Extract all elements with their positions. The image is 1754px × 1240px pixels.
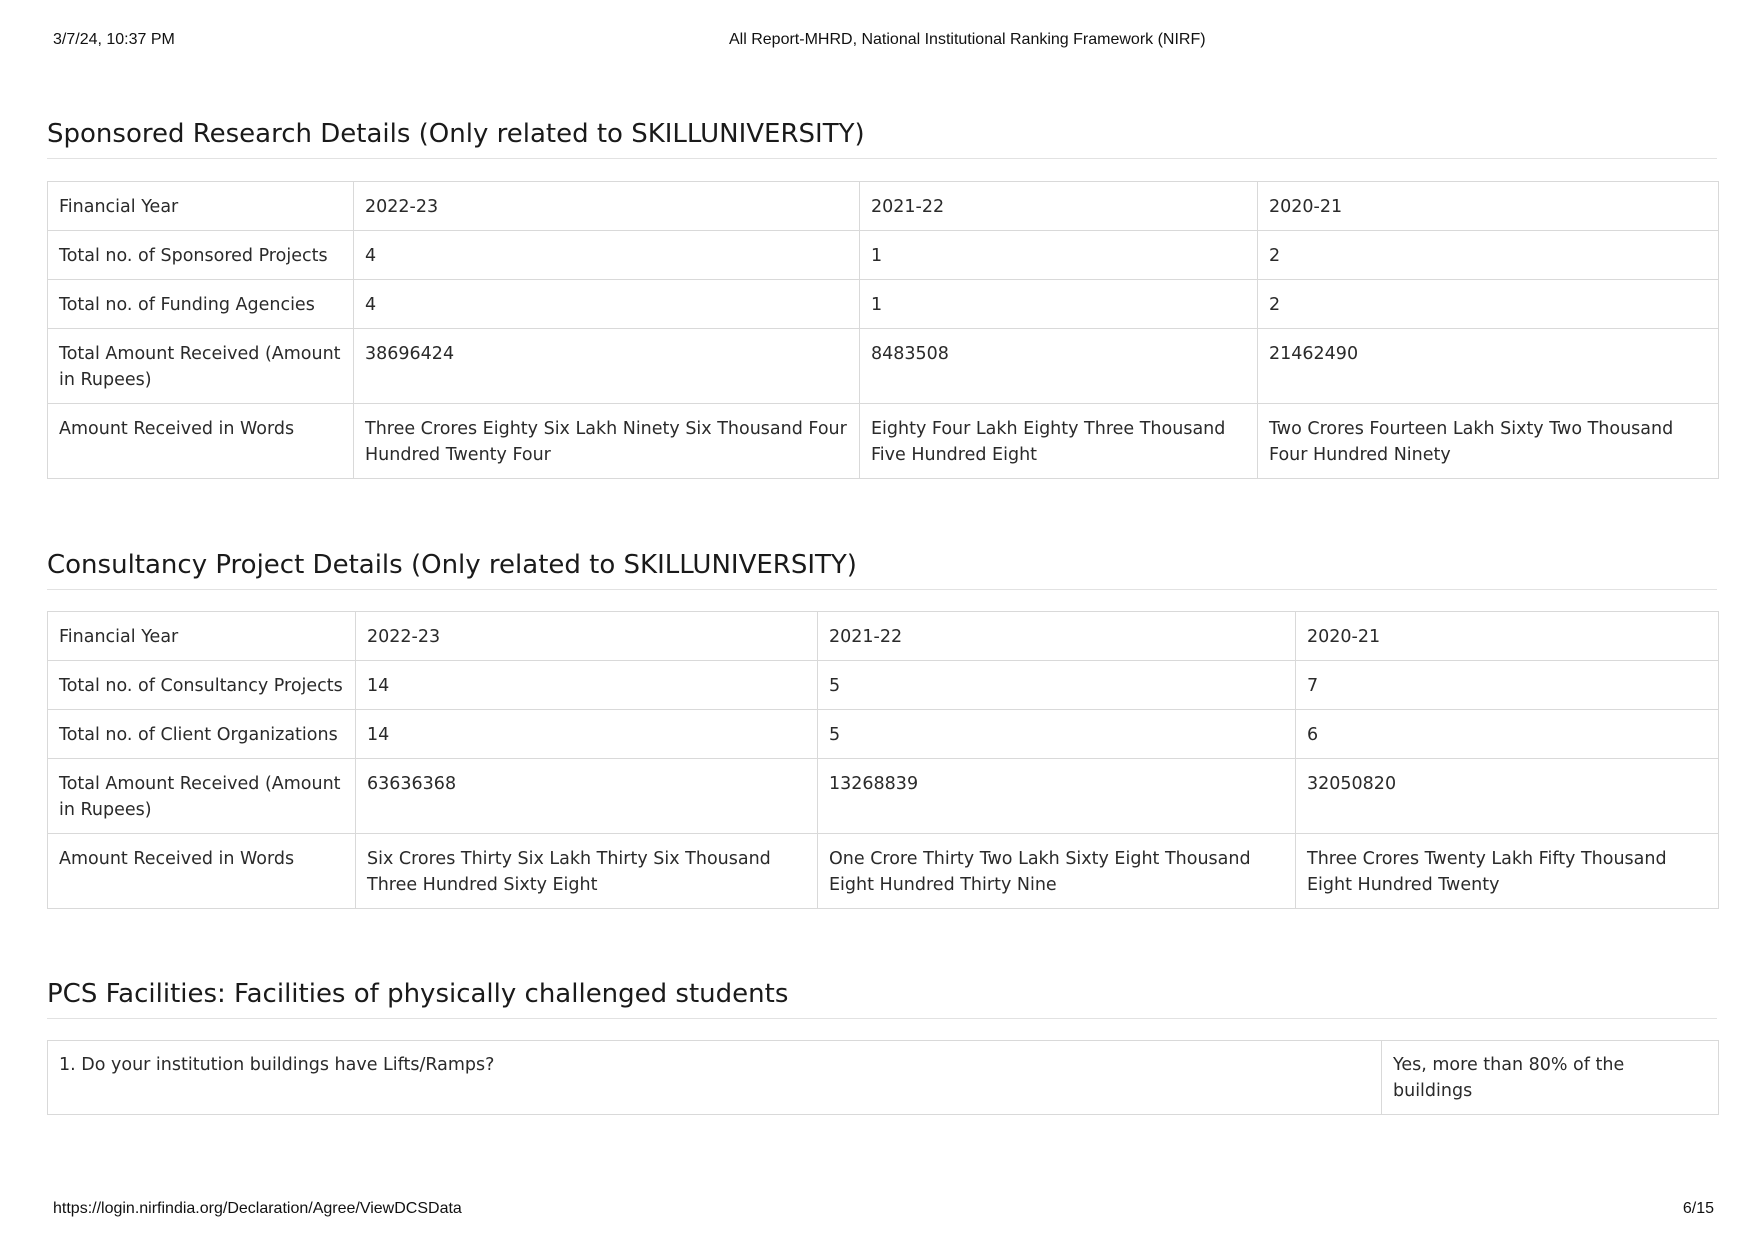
table-cell: Three Crores Eighty Six Lakh Ninety Six Thousand Four Hundred Twenty Four bbox=[354, 404, 860, 479]
table-cell: Eighty Four Lakh Eighty Three Thousand Five Hundred Eight bbox=[860, 404, 1258, 479]
table-cell: 1 bbox=[860, 280, 1258, 329]
sponsored-research-table bbox=[47, 181, 1719, 479]
table-cell: 14 bbox=[356, 661, 818, 710]
print-footer bbox=[0, 1200, 1754, 1220]
row-label: Total no. of Client Organizations bbox=[48, 710, 356, 759]
table-cell: Six Crores Thirty Six Lakh Thirty Six Thousand Three Hundred Sixty Eight bbox=[356, 834, 818, 909]
row-label: Amount Received in Words bbox=[48, 404, 354, 479]
row-label: Total no. of Funding Agencies bbox=[48, 280, 354, 329]
table-cell: 14 bbox=[356, 710, 818, 759]
table-cell: 2021-22 bbox=[818, 612, 1296, 661]
table-row bbox=[48, 280, 1719, 329]
page-number: 6/15 bbox=[1682, 1200, 1714, 1217]
table-cell: 2021-22 bbox=[860, 182, 1258, 231]
pcs-facilities-table bbox=[47, 1040, 1719, 1115]
print-header bbox=[0, 31, 1754, 51]
table-row bbox=[48, 329, 1719, 404]
table-row bbox=[48, 612, 1719, 661]
row-label: Total Amount Received (Amount in Rupees) bbox=[48, 329, 354, 404]
table-cell: 7 bbox=[1296, 661, 1719, 710]
table-cell: 4 bbox=[354, 231, 860, 280]
row-label: Financial Year bbox=[48, 612, 356, 661]
table-cell: 4 bbox=[354, 280, 860, 329]
table-cell: 38696424 bbox=[354, 329, 860, 404]
table-cell: 21462490 bbox=[1258, 329, 1719, 404]
print-datetime: 3/7/24, 10:37 PM bbox=[53, 31, 175, 48]
row-label: Amount Received in Words bbox=[48, 834, 356, 909]
table-row bbox=[48, 404, 1719, 479]
table-cell: 2022-23 bbox=[354, 182, 860, 231]
row-label: Total no. of Consultancy Projects bbox=[48, 661, 356, 710]
table-cell: 13268839 bbox=[818, 759, 1296, 834]
consultancy-projects-heading: Consultancy Project Details (Only related to SKILLUNIVERSITY) bbox=[47, 547, 1717, 590]
table-cell: 1 bbox=[860, 231, 1258, 280]
table-cell: Three Crores Twenty Lakh Fifty Thousand Eight Hundred Twenty bbox=[1296, 834, 1719, 909]
table-cell: 2020-21 bbox=[1296, 612, 1719, 661]
table-cell: 6 bbox=[1296, 710, 1719, 759]
answer-cell: Yes, more than 80% of the buildings bbox=[1382, 1041, 1719, 1115]
print-page-title: All Report-MHRD, National Institutional Ranking Framework (NIRF) bbox=[729, 31, 1206, 48]
pcs-facilities-heading: PCS Facilities: Facilities of physically challenged students bbox=[47, 976, 1717, 1019]
question-cell: 1. Do your institution buildings have Lifts/Ramps? bbox=[48, 1041, 1382, 1115]
table-cell: 5 bbox=[818, 661, 1296, 710]
table-cell: 8483508 bbox=[860, 329, 1258, 404]
table-row bbox=[48, 182, 1719, 231]
table-row bbox=[48, 710, 1719, 759]
table-cell: 2 bbox=[1258, 280, 1719, 329]
table-cell: 2 bbox=[1258, 231, 1719, 280]
table-cell: 2020-21 bbox=[1258, 182, 1719, 231]
table-row bbox=[48, 759, 1719, 834]
table-cell: 2022-23 bbox=[356, 612, 818, 661]
consultancy-projects-table bbox=[47, 611, 1719, 909]
row-label: Total Amount Received (Amount in Rupees) bbox=[48, 759, 356, 834]
table-cell: One Crore Thirty Two Lakh Sixty Eight Thousand Eight Hundred Thirty Nine bbox=[818, 834, 1296, 909]
table-row bbox=[48, 661, 1719, 710]
table-row bbox=[48, 1041, 1719, 1115]
table-cell: 5 bbox=[818, 710, 1296, 759]
sponsored-research-heading: Sponsored Research Details (Only related to SKILLUNIVERSITY) bbox=[47, 116, 1717, 159]
table-cell: 63636368 bbox=[356, 759, 818, 834]
table-cell: Two Crores Fourteen Lakh Sixty Two Thousand Four Hundred Ninety bbox=[1258, 404, 1719, 479]
row-label: Total no. of Sponsored Projects bbox=[48, 231, 354, 280]
table-cell: 32050820 bbox=[1296, 759, 1719, 834]
table-row bbox=[48, 834, 1719, 909]
page-url: https://login.nirfindia.org/Declaration/Agree/ViewDCSData bbox=[53, 1200, 462, 1217]
row-label: Financial Year bbox=[48, 182, 354, 231]
table-row bbox=[48, 231, 1719, 280]
